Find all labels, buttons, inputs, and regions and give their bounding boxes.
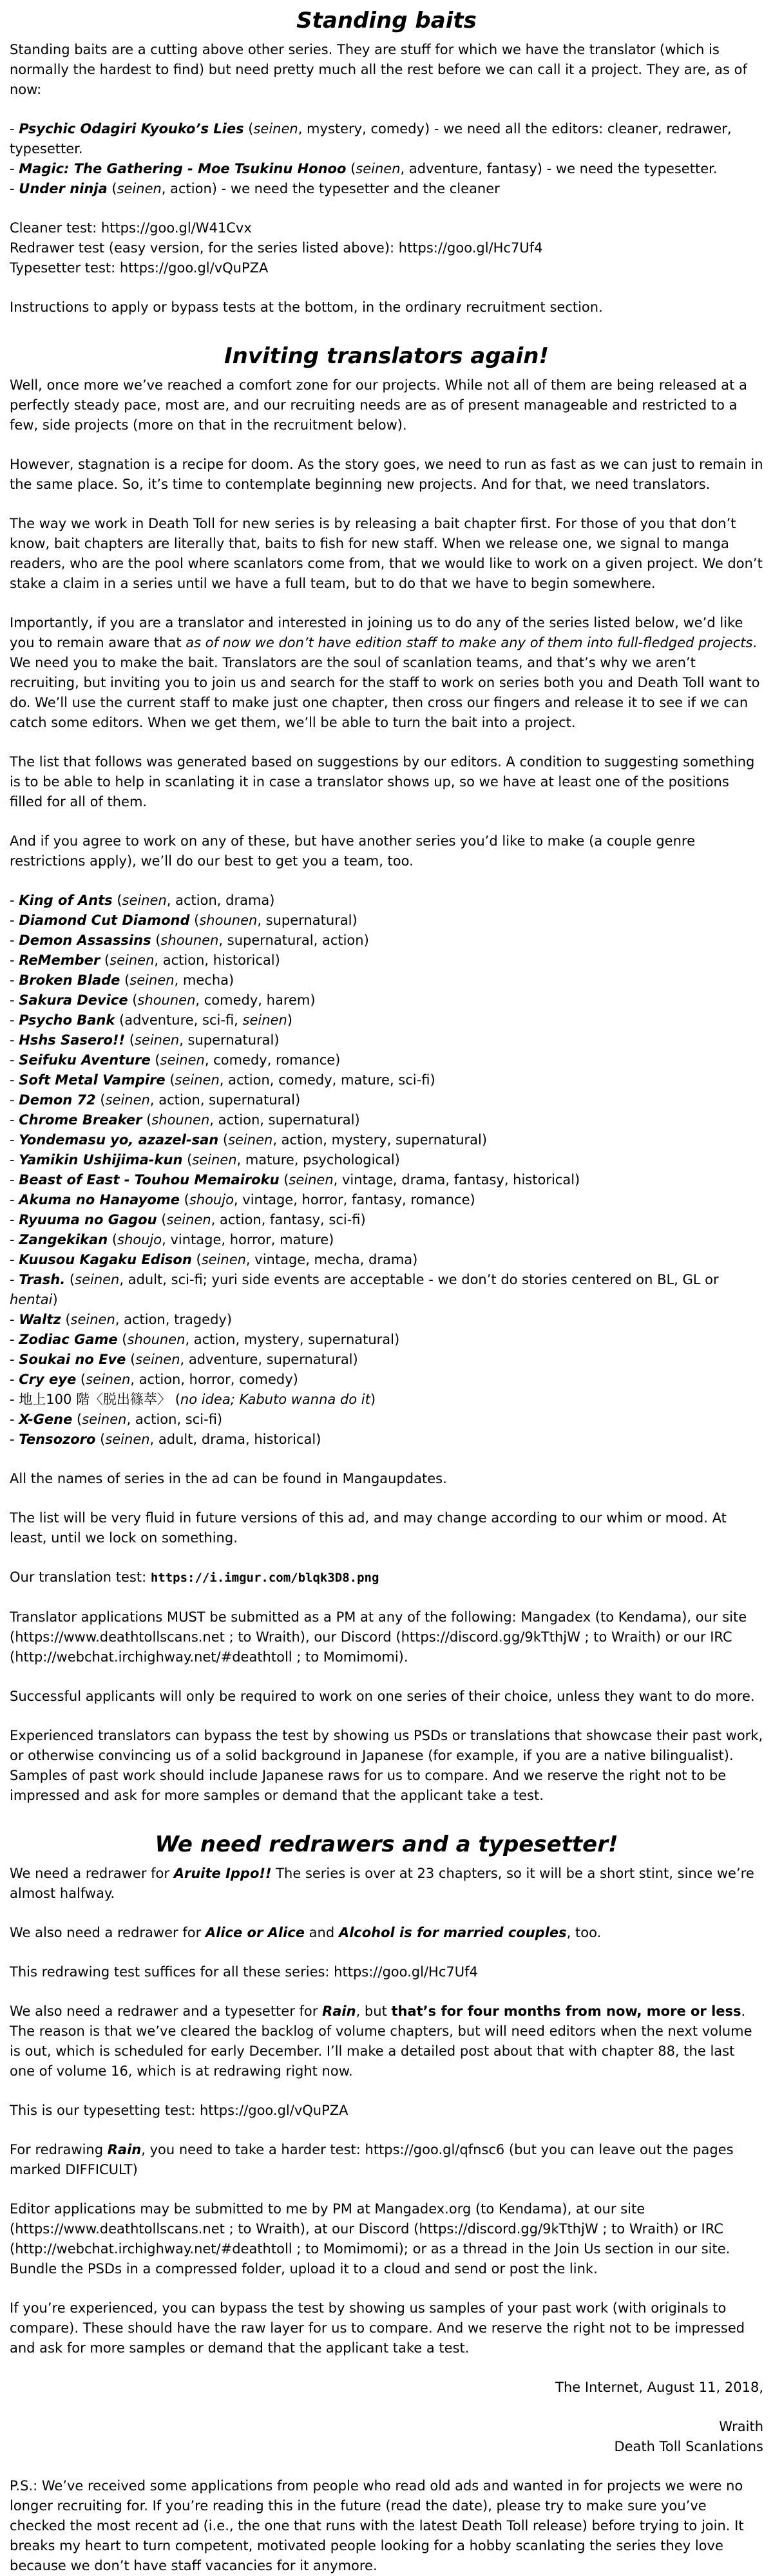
series-list-item: - Chrome Breaker (shounen, action, supernatural) <box>10 1112 360 1128</box>
standing-tests <box>10 218 763 278</box>
series-title: Diamond Cut Diamond <box>19 913 190 928</box>
series-list-item: - Yamikin Ushijima-kun (seinen, mature, psychological) <box>10 1152 400 1168</box>
series-genre: seinen <box>201 1252 246 1267</box>
series-genre: seinen <box>129 972 175 988</box>
paragraph: We need a redrawer for Aruite Ippo!! The series is over at 23 chapters, so it will be a short stint, since we’re almost halfway. <box>10 1866 754 1901</box>
series-list-item: - X-Gene (seinen, action, sci-fi) <box>10 1412 223 1427</box>
redrawer-test-link[interactable]: Redrawer test (easy version, for the series listed above): https://goo.gl/Hc7Uf4 <box>10 240 543 256</box>
series-title: Trash. <box>19 1272 66 1287</box>
emphasis: that’s for four months from now, more or less <box>391 2003 741 2019</box>
series-title: Alcohol is for married couples <box>338 1925 567 1940</box>
series-genre: seinen <box>134 1032 180 1048</box>
list-item: - Under ninja (seinen, action) - we need the typesetter and the cleaner <box>10 181 500 196</box>
series-title: Yondemasu yo, azazel-san <box>19 1132 219 1148</box>
series-title: Ryuuma no Gagou <box>19 1212 157 1227</box>
series-list-item: - Cry eye (seinen, action, horror, comedy) <box>10 1372 298 1387</box>
standing-outro: Instructions to apply or bypass tests at the bottom, in the ordinary recruitment section. <box>10 299 603 315</box>
translation-test: Our translation test: https://i.imgur.com/blqk3D8.png <box>10 1569 379 1585</box>
series-genre: shoujo <box>117 1232 162 1247</box>
series-needs: , mystery, comedy) - we need all the editors: cleaner, redrawer, typesetter. <box>10 121 732 156</box>
series-list-item: - Zodiac Game (shounen, action, mystery, supernatural) <box>10 1332 400 1347</box>
series-title: Soft Metal Vampire <box>19 1072 166 1088</box>
series-title: King of Ants <box>19 893 113 908</box>
emphasis: as of now we don’t have edition staff to make any of them into full-fledged projects <box>186 635 753 650</box>
series-list-item: - Akuma no Hanayome (shoujo, vintage, horror, fantasy, romance) <box>10 1192 475 1208</box>
series-needs: , adventure, fantasy) - we need the typesetter. <box>400 161 718 176</box>
series-list-item: - Waltz (seinen, action, tragedy) <box>10 1312 233 1327</box>
paragraph: Translator applications MUST be submitted as a PM at any of the following: Mangadex (to Kendama), our site (https://www.deathtollscans.net ; to Wraith), our Discord (https://discord.gg/9kTthjW ; to Wraith) or our IRC (http://webchat.irchighway.net/#deathtoll ; to Momimomi). <box>10 1609 747 1665</box>
series-genre: seinen <box>356 161 401 176</box>
series-list-item: - Soft Metal Vampire (seinen, action, comedy, mature, sci-fi) <box>10 1072 435 1088</box>
author-name: Wraith <box>719 2419 763 2434</box>
series-genre: seinen <box>175 1072 220 1088</box>
cleaner-test-link[interactable]: Cleaner test: https://goo.gl/W41Cvx <box>10 220 252 236</box>
paragraph: The list that follows was generated based on suggestions by our editors. A condition to suggesting something is to be able to help in scanlating it in case a translator shows up, so we have at least one of the positions filled for all of them. <box>10 754 755 810</box>
series-list-item: - 地上100 階〈脱出篠萃〉 (no idea; Kabuto wanna do it) <box>10 1392 376 1407</box>
series-title: Rain <box>322 2003 356 2019</box>
paragraph: The list will be very fluid in future versions of this ad, and may change according to our whim or mood. At least, until we lock on something. <box>10 1510 727 1546</box>
series-genre: seinen <box>160 1052 205 1068</box>
series-genre: seinen <box>86 1372 131 1387</box>
paragraph: This redrawing test suffices for all these series: https://goo.gl/Hc7Uf4 <box>10 1964 478 1980</box>
series-title: Psychic Odagiri Kyouko’s Lies <box>19 121 244 137</box>
paragraph: The way we work in Death Toll for new series is by releasing a bait chapter first. For those of you that don’t know, bait chapters are literally that, baits to fish for new staff. When we release one, we signal to manga readers, who are the pool where scanlators come from, that we would like to work on a given project. We don’t stake a claim in a series until we have a full team, but to do that we have to begin somewhere. <box>10 516 763 591</box>
series-genre: seinen <box>70 1312 115 1327</box>
series-list-item: - Psycho Bank (adventure, sci-fi, seinen) <box>10 1012 292 1028</box>
postscript: P.S.: We’ve received some applications from people who read old ads and wanted in for projects we were no longer recruiting for. If you’re reading this in the future (read the date), please try to make sure you’ve checked the most recent ad (i.e., the one that runs with the latest Death Toll release) before trying to join. It breaks my heart to turn competent, motivated people looking for a hobby scanlating the series they love because we don’t have staff vacancies for it anymore. <box>10 2478 744 2573</box>
series-genre: seinen <box>117 181 162 196</box>
series-title: Psycho Bank <box>19 1012 115 1028</box>
series-genre: shounen <box>151 1112 210 1128</box>
series-genre: shounen <box>199 913 258 928</box>
series-genre: shounen <box>137 992 196 1008</box>
series-list-item: - Seifuku Aventure (seinen, comedy, romance) <box>10 1052 341 1068</box>
series-title: Soukai no Eve <box>19 1352 126 1367</box>
series-title: Zangekikan <box>19 1232 108 1247</box>
series-title: Under ninja <box>19 181 108 196</box>
series-genre: seinen <box>242 1012 287 1028</box>
paragraph: We also need a redrawer for Alice or Alice and Alcohol is for married couples, too. <box>10 1925 602 1940</box>
series-title: Beast of East - Touhou Memairoku <box>19 1172 280 1188</box>
series-title: Seifuku Aventure <box>19 1052 151 1068</box>
series-list-item: - Zangekikan (shoujo, vintage, horror, mature) <box>10 1232 334 1247</box>
group-name: Death Toll Scanlations <box>614 2439 763 2454</box>
series-list-item: - Sakura Device (shounen, comedy, harem) <box>10 992 316 1008</box>
translation-test-link[interactable]: https://i.imgur.com/blqk3D8.png <box>150 1571 379 1585</box>
series-title: Zodiac Game <box>19 1332 118 1347</box>
paragraph: For redrawing Rain, you need to take a harder test: https://goo.gl/qfnsc6 (but you can leave out the pages marked DIFFICULT) <box>10 2142 734 2177</box>
standing-baits-list <box>10 119 763 199</box>
series-title: Hshs Sasero!! <box>19 1032 126 1048</box>
series-genre: seinen <box>105 1092 150 1108</box>
series-list-item: - Yondemasu yo, azazel-san (seinen, action, mystery, supernatural) <box>10 1132 488 1148</box>
list-item: - Magic: The Gathering - Moe Tsukinu Honoo (seinen, adventure, fantasy) - we need the typesetter. <box>10 161 718 176</box>
paragraph: All the names of series in the ad can be found in Mangaupdates. <box>10 1471 447 1486</box>
series-title: Broken Blade <box>19 972 120 988</box>
paragraph: We also need a redrawer and a typesetter for Rain, but that’s for four months from now, more or less. The reason is that we’ve cleared the backlog of volume chapters, but will need editors when the next volume is out, which is scheduled for early December. I’ll make a detailed post about that with chapter 88, the last one of volume 16, which is at redrawing right now. <box>10 2003 752 2079</box>
series-genre: seinen <box>192 1152 237 1168</box>
paragraph: If you’re experienced, you can bypass the test by showing us samples of your past work (with originals to compare). These should have the raw layer for us to compare. And we reserve the right not to be impressed and ask for more samples or demand that the applicant take a test. <box>10 2300 745 2356</box>
series-list <box>10 891 763 1450</box>
series-list-item: - King of Ants (seinen, action, drama) <box>10 893 275 908</box>
series-genre: shounen <box>160 933 219 948</box>
series-title: Waltz <box>19 1312 61 1327</box>
series-list-item: - Trash. (seinen, adult, sci-fi; yuri side events are acceptable - we don’t do stories centered on BL, GL or hentai) <box>10 1272 719 1307</box>
series-list-item: - Beast of East - Touhou Memairoku (seinen, vintage, drama, fantasy, historical) <box>10 1172 580 1188</box>
series-genre: seinen <box>105 1432 150 1447</box>
list-item: - Psychic Odagiri Kyouko’s Lies (seinen, mystery, comedy) - we need all the editors: cleaner, redrawer, typesetter. <box>10 121 732 156</box>
typesetter-test-link[interactable]: Typesetter test: https://goo.gl/vQuPZA <box>10 260 269 276</box>
series-list-item: - Soukai no Eve (seinen, adventure, supernatural) <box>10 1352 358 1367</box>
series-genre: seinen <box>166 1212 211 1227</box>
series-genre: seinen <box>75 1272 120 1287</box>
paragraph: This is our typesetting test: https://goo.gl/vQuPZA <box>10 2103 348 2118</box>
series-genre: seinen <box>253 121 298 137</box>
series-title: Alice or Alice <box>205 1925 305 1940</box>
series-list-item: - Kuusou Kagaku Edison (seinen, vintage, mecha, drama) <box>10 1252 418 1267</box>
series-list-item: - Tensozoro (seinen, adult, drama, historical) <box>10 1432 321 1447</box>
series-title: X-Gene <box>19 1412 73 1427</box>
paragraph: Experienced translators can bypass the test by showing us PSDs or translations that showcase their past work, or otherwise convincing us of a solid background in Japanese (for example, if you are a native bilingualist). Samples of past work should include Japanese raws for us to compare. And we reserve the right not to be impressed and ask for more samples or demand that the applicant take a test. <box>10 1728 763 1803</box>
paragraph: Well, once more we’ve reached a comfort zone for our projects. While not all of them are being released at a perfectly steady pace, most are, and our recruiting needs are as of present manageable and restricted to a few, side projects (more on that in the recruitment below). <box>10 377 747 433</box>
series-genre: seinen <box>135 1352 180 1367</box>
series-title: Demon Assassins <box>19 933 151 948</box>
paragraph: Editor applications may be submitted to me by PM at Mangadex.org (to Kendama), at our site (https://www.deathtollscans.net ; to Wraith), at our Discord (https://discord.gg/9kTthjW ; to Wraith) or IRC (http://webchat.irchighway.net/#deathtoll ; to Momimomi); or as a thread in the Join Us section in our site. Bundle the PSDs in a compressed folder, upload it to a cloud and send or post the link. <box>10 2201 730 2277</box>
series-genre: hentai <box>10 1292 53 1307</box>
place-date: The Internet, August 11, 2018, <box>555 2380 763 2395</box>
heading-need-redrawers: We need redrawers and a typesetter! <box>155 1832 618 1857</box>
series-title: Aruite Ippo!! <box>173 1866 272 1881</box>
series-needs: , action) - we need the typesetter and the cleaner <box>161 181 500 196</box>
series-list-item: - Broken Blade (seinen, mecha) <box>10 972 234 988</box>
series-genre: no idea; Kabuto wanna do it <box>180 1392 370 1407</box>
series-list-item: - Ryuuma no Gagou (seinen, action, fantasy, sci-fi) <box>10 1212 366 1227</box>
series-title: Demon 72 <box>19 1092 96 1108</box>
series-title: Akuma no Hanayome <box>19 1192 180 1208</box>
series-genre: seinen <box>110 952 155 968</box>
heading-inviting-translators: Inviting translators again! <box>224 343 549 369</box>
paragraph: However, stagnation is a recipe for doom. As the story goes, we need to run as fast as we can just to remain in the same place. So, it’s time to contemplate beginning new projects. And for that, we need translators. <box>10 457 763 492</box>
paragraph: Successful applicants will only be required to work on one series of their choice, unless they want to do more. <box>10 1689 755 1704</box>
series-title: ReMember <box>19 952 100 968</box>
series-genre: seinen <box>122 893 167 908</box>
series-list-item: - Demon 72 (seinen, action, supernatural) <box>10 1092 301 1108</box>
series-title: Kuusou Kagaku Edison <box>19 1252 192 1267</box>
series-title: Chrome Breaker <box>19 1112 142 1128</box>
series-list-item: - Demon Assassins (shounen, supernatural, action) <box>10 933 369 948</box>
paragraph: And if you agree to work on any of these, but have another series you’d like to make (a couple genre restrictions apply), we’ll do our best to get you a team, too. <box>10 833 695 869</box>
series-title: Yamikin Ushijima-kun <box>19 1152 183 1168</box>
series-title: Magic: The Gathering - Moe Tsukinu Honoo <box>19 161 347 176</box>
series-genre: shoujo <box>189 1192 234 1208</box>
series-genre: seinen <box>289 1172 334 1188</box>
series-title: Rain <box>107 2142 142 2157</box>
series-genre: shounen <box>127 1332 186 1347</box>
series-title: 地上100 階〈脱出篠萃〉 <box>19 1392 171 1407</box>
standing-intro: Standing baits are a cutting above other series. They are stuff for which we have the translator (which is normally the hardest to find) but need pretty much all the rest before we can call it a project. They are, as of now: <box>10 42 747 97</box>
series-list-item: - Hshs Sasero!! (seinen, supernatural) <box>10 1032 280 1048</box>
series-genre: seinen <box>82 1412 127 1427</box>
series-title: Cry eye <box>19 1372 77 1387</box>
series-list-item: - ReMember (seinen, action, historical) <box>10 952 280 968</box>
series-title: Tensozoro <box>19 1432 96 1447</box>
series-list-item: - Diamond Cut Diamond (shounen, supernatural) <box>10 913 358 928</box>
heading-standing-baits: Standing baits <box>296 8 477 33</box>
series-title: Sakura Device <box>19 992 128 1008</box>
paragraph: Importantly, if you are a translator and interested in joining us to do any of the series listed below, we’d like you to remain aware that as of now we don’t have edition staff to make any of them into full-fledged projects. We need you to make the bait. Translators are the soul of scanlation teams, and that’s why we aren’t recruiting, but inviting you to join us and search for the staff to work on series both you and Death Toll want to do. We’ll use the current staff to make just one chapter, then cross our fingers and release it to see if we can catch some editors. When we get them, we’ll be able to turn the bait into a project. <box>10 615 760 730</box>
series-genre: seinen <box>228 1132 273 1148</box>
